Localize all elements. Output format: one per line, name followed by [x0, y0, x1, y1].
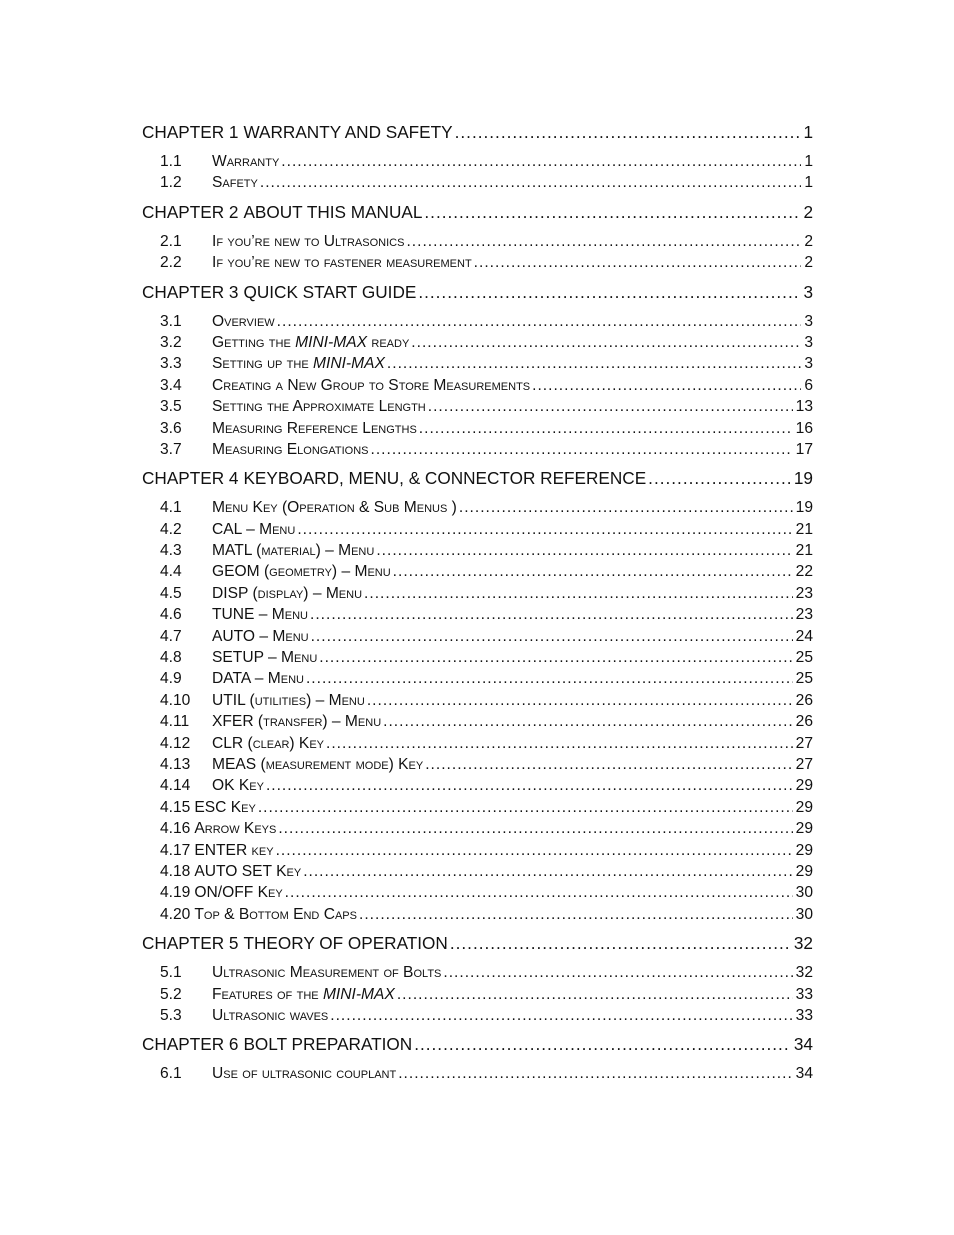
toc-section-entry — [142, 668, 813, 689]
dot-leader — [330, 1005, 792, 1026]
dot-leader — [397, 984, 793, 1005]
section-title: Setting the Approximate Length — [212, 398, 426, 416]
page-number: 19 — [795, 499, 813, 517]
section-title: If you’re new to Ultrasonics — [212, 232, 405, 250]
section-number: 5.2 — [160, 985, 182, 1003]
section-title: XFER (transfer) – Menu — [212, 713, 382, 731]
section-number: 4.13 — [160, 755, 191, 773]
toc-section-entry — [142, 172, 813, 193]
dot-leader — [455, 121, 801, 144]
toc-section-entry — [142, 231, 813, 252]
page-number: 29 — [795, 777, 813, 795]
section-title: Use of ultrasonic couplant — [212, 1065, 397, 1083]
section-title: Features of the MINI-MAX — [212, 985, 395, 1003]
chapter-title: BOLT PREPARATION — [243, 1034, 413, 1055]
section-title: ON/OFF Key — [194, 884, 283, 902]
section-number: 4.5 — [160, 584, 182, 602]
page-number: 25 — [795, 670, 813, 688]
section-title: AUTO SET Key — [194, 862, 302, 880]
page-number: 34 — [793, 1034, 813, 1055]
toc-section-entry — [142, 775, 813, 796]
section-number: 1.1 — [160, 153, 182, 170]
section-number: 4.1 — [160, 499, 182, 517]
dot-leader — [260, 172, 801, 193]
dot-leader — [383, 711, 793, 732]
dot-leader — [281, 151, 801, 172]
toc-section-entry — [142, 497, 813, 518]
dot-leader — [376, 540, 792, 561]
toc-chapter-entry — [142, 281, 813, 304]
page-number: 29 — [795, 820, 813, 838]
toc-section-entry — [142, 984, 813, 1005]
chapter-title: QUICK START GUIDE — [243, 281, 417, 302]
chapter-number: CHAPTER 3 — [142, 281, 239, 302]
page-number: 25 — [795, 649, 813, 667]
dot-leader — [319, 647, 792, 668]
section-number: 3.5 — [160, 398, 182, 416]
section-title: DATA – Menu — [212, 670, 304, 688]
dot-leader — [311, 626, 793, 647]
dot-leader — [428, 396, 793, 417]
toc-section-entry — [142, 733, 813, 754]
section-number: 4.6 — [160, 606, 182, 624]
section-number: 4.17 — [160, 841, 191, 859]
section-title: Measuring Reference Lengths — [212, 419, 417, 437]
toc-chapter-entry — [142, 121, 813, 144]
section-title: DISP (display) – Menu — [212, 584, 363, 602]
section-title: Ultrasonic Measurement of Bolts — [212, 964, 442, 982]
section-title: Safety — [212, 174, 258, 192]
page-number: 29 — [795, 841, 813, 859]
page-number: 21 — [795, 542, 813, 560]
page-number: 23 — [795, 606, 813, 624]
section-title: TUNE – Menu — [212, 606, 309, 624]
dot-leader — [285, 882, 793, 903]
dot-leader — [258, 797, 793, 818]
section-number: 3.4 — [160, 376, 182, 394]
dot-leader — [425, 754, 792, 775]
table-of-contents — [142, 121, 813, 1092]
dot-leader — [424, 201, 800, 224]
toc-section-entry — [142, 711, 813, 732]
section-number: 3.7 — [160, 440, 182, 458]
section-title: Measuring Elongations — [212, 440, 369, 458]
section-number: 2.1 — [160, 232, 182, 250]
toc-section-entry — [142, 353, 813, 374]
section-number: 3.6 — [160, 419, 182, 437]
toc-section-entry — [142, 583, 813, 604]
dot-leader — [419, 418, 793, 439]
dot-leader — [278, 818, 792, 839]
section-title: If you’re new to fastener measurement — [212, 254, 472, 272]
page-number: 16 — [795, 419, 813, 437]
section-title: MEAS (measurement mode) Key — [212, 755, 424, 773]
toc-section-entry — [142, 861, 813, 882]
dot-leader — [532, 375, 801, 396]
toc-section-entry — [142, 882, 813, 903]
section-title: CAL – Menu — [212, 520, 296, 538]
toc-chapter-entry — [142, 932, 813, 955]
toc-section-entry — [142, 252, 813, 273]
section-title: ENTER key — [194, 841, 274, 859]
dot-leader — [387, 353, 801, 374]
chapter-title: WARRANTY AND SAFETY — [243, 122, 453, 142]
toc-section-entry — [142, 540, 813, 561]
section-number: 4.15 — [160, 798, 191, 816]
chapter-number: CHAPTER 4 — [142, 468, 239, 489]
section-title: OK Key — [212, 777, 264, 795]
page-number: 13 — [795, 398, 813, 416]
section-number: 4.14 — [160, 777, 191, 795]
section-title: Menu Key (Operation & Sub Menus ) — [212, 499, 457, 517]
page-number: 32 — [793, 933, 813, 954]
page-number: 34 — [795, 1065, 813, 1083]
dot-leader — [359, 904, 793, 925]
section-number: 4.20 — [160, 905, 191, 923]
toc-section-entry — [142, 604, 813, 625]
section-number: 2.2 — [160, 254, 182, 272]
dot-leader — [266, 775, 793, 796]
section-title: MATL (material) – Menu — [212, 542, 375, 560]
dot-leader — [303, 861, 792, 882]
dot-leader — [411, 332, 801, 353]
section-number: 4.10 — [160, 691, 191, 709]
dot-leader — [474, 252, 802, 273]
section-title: Arrow Keys — [194, 820, 277, 838]
dot-leader — [450, 932, 791, 955]
page-number: 1 — [803, 122, 813, 142]
dot-leader — [398, 1063, 792, 1084]
section-title: Overview — [212, 312, 275, 330]
chapter-title: THEORY OF OPERATION — [243, 933, 448, 954]
dot-leader — [406, 231, 801, 252]
section-title: SETUP – Menu — [212, 649, 318, 667]
section-title: Warranty — [212, 153, 280, 170]
dot-leader — [306, 668, 793, 689]
dot-leader — [414, 1033, 791, 1056]
toc-section-entry — [142, 151, 813, 172]
section-number: 4.19 — [160, 884, 191, 902]
toc-chapter-entry — [142, 201, 813, 224]
page-number: 1 — [804, 153, 813, 170]
page-number: 3 — [803, 281, 813, 302]
chapter-number: CHAPTER 2 — [142, 201, 239, 222]
page-number: 3 — [804, 333, 813, 351]
section-number: 1.2 — [160, 174, 182, 192]
section-number: 3.2 — [160, 333, 182, 351]
section-title: Getting the MINI-MAX ready — [212, 333, 410, 351]
page-number: 23 — [795, 584, 813, 602]
chapter-number: CHAPTER 5 — [142, 933, 239, 954]
section-title: Ultrasonic waves — [212, 1006, 329, 1024]
page-number: 27 — [795, 755, 813, 773]
section-number: 4.9 — [160, 670, 182, 688]
toc-section-entry — [142, 690, 813, 711]
chapter-number: CHAPTER 6 — [142, 1034, 239, 1055]
page-number: 17 — [795, 440, 813, 458]
toc-section-entry — [142, 840, 813, 861]
toc-section-entry — [142, 754, 813, 775]
dot-leader — [326, 733, 793, 754]
page-number: 22 — [795, 563, 813, 581]
section-title: Top & Bottom End Caps — [194, 905, 357, 923]
page-number: 2 — [803, 201, 813, 222]
toc-section-entry — [142, 519, 813, 540]
dot-leader — [276, 840, 793, 861]
dot-leader — [443, 962, 792, 983]
toc-section-entry — [142, 418, 813, 439]
page-number: 26 — [795, 691, 813, 709]
section-number: 4.3 — [160, 542, 182, 560]
toc-section-entry — [142, 797, 813, 818]
dot-leader — [393, 561, 793, 582]
dot-leader — [459, 497, 793, 518]
section-number: 4.11 — [160, 713, 190, 731]
section-number: 5.1 — [160, 964, 182, 982]
section-title: GEOM (geometry) – Menu — [212, 563, 391, 581]
dot-leader — [418, 281, 800, 304]
toc-section-entry — [142, 647, 813, 668]
page-number: 30 — [795, 884, 813, 902]
section-number: 3.1 — [160, 312, 182, 330]
chapter-title: ABOUT THIS MANUAL — [243, 201, 423, 222]
page-number: 33 — [795, 985, 813, 1003]
toc-section-entry — [142, 396, 813, 417]
section-title: ESC Key — [194, 798, 256, 816]
page-number: 33 — [795, 1006, 813, 1024]
section-title: Setting up the MINI-MAX — [212, 355, 385, 373]
page-number: 1 — [804, 174, 813, 192]
toc-section-entry — [142, 375, 813, 396]
section-title: Creating a New Group to Store Measurements — [212, 376, 531, 394]
section-number: 4.16 — [160, 820, 191, 838]
section-title: CLR (clear) Key — [212, 734, 324, 752]
page-number: 19 — [793, 468, 813, 489]
toc-section-entry — [142, 818, 813, 839]
toc-chapter-entry — [142, 467, 813, 490]
page-number: 24 — [795, 627, 813, 645]
section-number: 4.18 — [160, 862, 191, 880]
toc-section-entry — [142, 439, 813, 460]
page-number: 26 — [795, 713, 813, 731]
section-number: 4.8 — [160, 649, 182, 667]
section-title: UTIL (utilities) – Menu — [212, 691, 365, 709]
section-number: 6.1 — [160, 1065, 182, 1083]
section-number: 4.2 — [160, 520, 182, 538]
section-number: 5.3 — [160, 1006, 182, 1024]
dot-leader — [277, 311, 802, 332]
page-number: 2 — [804, 232, 813, 250]
toc-section-entry — [142, 561, 813, 582]
chapter-title: KEYBOARD, MENU, & CONNECTOR REFERENCE — [243, 468, 647, 489]
page-number: 30 — [795, 905, 813, 923]
section-number: 4.12 — [160, 734, 191, 752]
section-number: 4.7 — [160, 627, 182, 645]
dot-leader — [648, 467, 791, 490]
page-number: 3 — [804, 355, 813, 373]
section-title: AUTO – Menu — [212, 627, 309, 645]
page-number: 29 — [795, 798, 813, 816]
page-number: 6 — [804, 376, 813, 394]
toc-section-entry — [142, 1063, 813, 1084]
toc-chapter-entry — [142, 1033, 813, 1056]
section-number: 4.4 — [160, 563, 182, 581]
page-number: 21 — [795, 520, 813, 538]
page-number: 32 — [795, 964, 813, 982]
toc-section-entry — [142, 962, 813, 983]
page-number: 3 — [804, 312, 813, 330]
dot-leader — [297, 519, 792, 540]
page-number: 29 — [795, 862, 813, 880]
section-number: 3.3 — [160, 355, 182, 373]
toc-section-entry — [142, 332, 813, 353]
toc-section-entry — [142, 311, 813, 332]
page-number: 2 — [804, 254, 813, 272]
toc-section-entry — [142, 626, 813, 647]
dot-leader — [310, 604, 793, 625]
dot-leader — [364, 583, 793, 604]
chapter-number: CHAPTER 1 — [142, 122, 239, 142]
toc-section-entry — [142, 904, 813, 925]
page-number: 27 — [795, 734, 813, 752]
toc-section-entry — [142, 1005, 813, 1026]
dot-leader — [370, 439, 792, 460]
dot-leader — [367, 690, 793, 711]
